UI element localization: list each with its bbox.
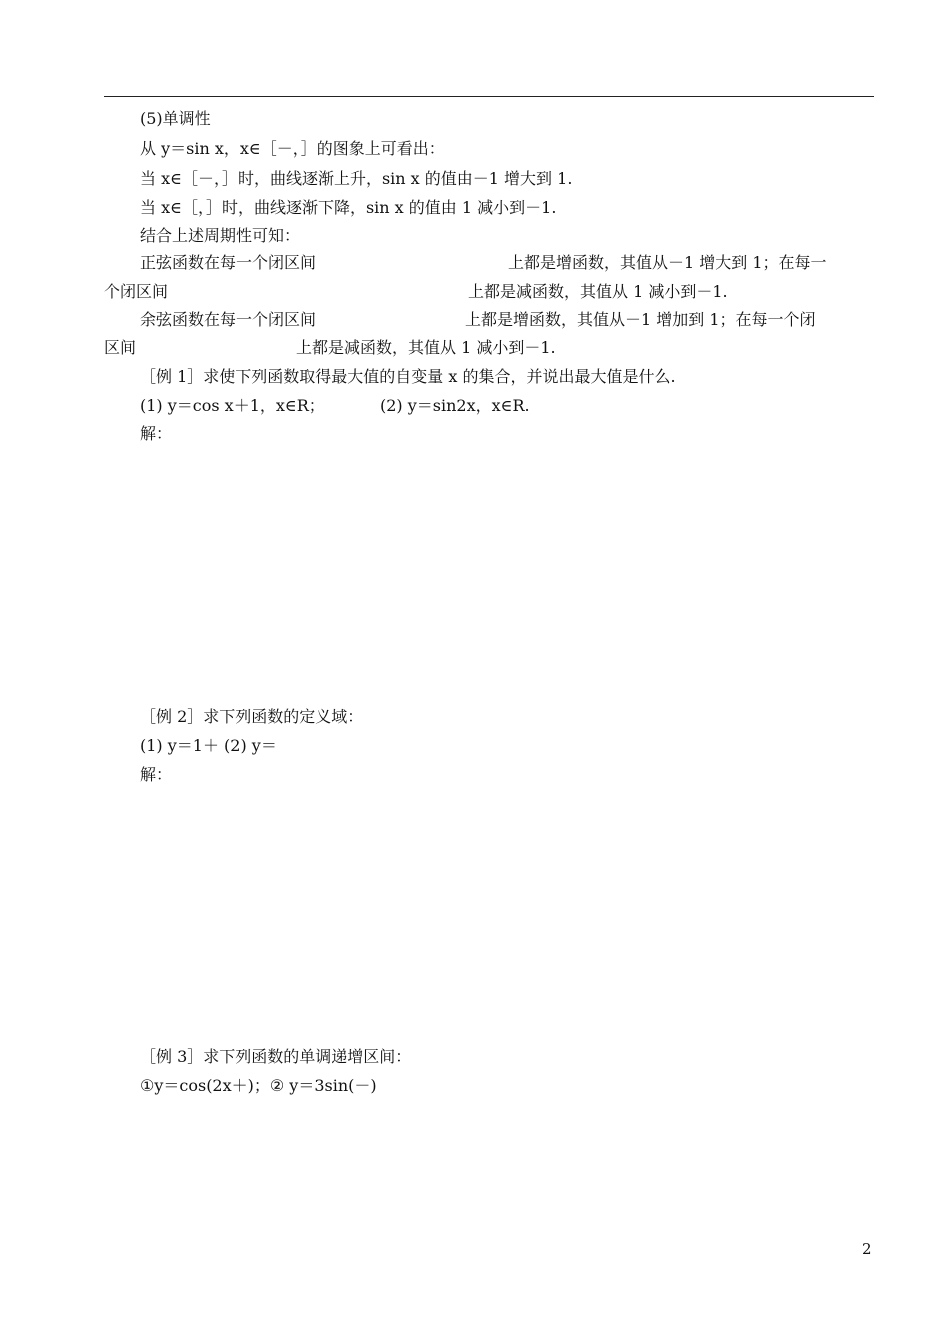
example3-title: ［例 3］求下列函数的单调递增区间： xyxy=(140,1047,412,1066)
header-rule xyxy=(104,96,874,97)
example2-answer-label: 解： xyxy=(140,765,173,784)
sine-text-part3: 个闭区间 xyxy=(104,282,169,301)
example2-title: ［例 2］求下列函数的定义域： xyxy=(140,707,364,726)
paragraph: 从 y＝sin x，x∈［－，］的图象上可看出： xyxy=(140,139,445,158)
cosine-text-part1: 余弦函数在每一个闭区间 xyxy=(140,310,317,329)
page-number: 2 xyxy=(862,1240,872,1258)
cosine-text-part2: 上都是增函数，其值从－1 增加到 1；在每一个闭 xyxy=(465,310,816,329)
example1-item1: (1) y＝cos x＋1，x∈R； xyxy=(140,396,325,415)
sine-text-part1: 正弦函数在每一个闭区间 xyxy=(140,253,317,272)
section-heading: (5)单调性 xyxy=(140,109,211,128)
example1-title: ［例 1］求使下列函数取得最大值的自变量 x 的集合，并说出最大值是什么. xyxy=(140,367,676,386)
paragraph: 当 x∈［－，］时，曲线逐渐上升，sin x 的值由－1 增大到 1. xyxy=(140,169,573,188)
cosine-text-part4: 上都是减函数，其值从 1 减小到－1. xyxy=(296,338,556,357)
paragraph: 当 x∈［，］时，曲线逐渐下降，sin x 的值由 1 减小到－1. xyxy=(140,198,557,217)
sine-text-part4: 上都是减函数，其值从 1 减小到－1. xyxy=(468,282,728,301)
example1-item2: (2) y＝sin2x，x∈R. xyxy=(380,396,530,415)
sine-text-part2: 上都是增函数，其值从－1 增大到 1；在每一 xyxy=(508,253,827,272)
example2-items: (1) y＝1＋ (2) y＝ xyxy=(140,736,277,755)
cosine-text-part3: 区间 xyxy=(104,338,137,357)
example3-items: ①y＝cos(2x＋)；② y＝3sin(－) xyxy=(140,1076,377,1095)
example1-answer-label: 解： xyxy=(140,424,173,443)
paragraph: 结合上述周期性可知： xyxy=(140,226,301,245)
